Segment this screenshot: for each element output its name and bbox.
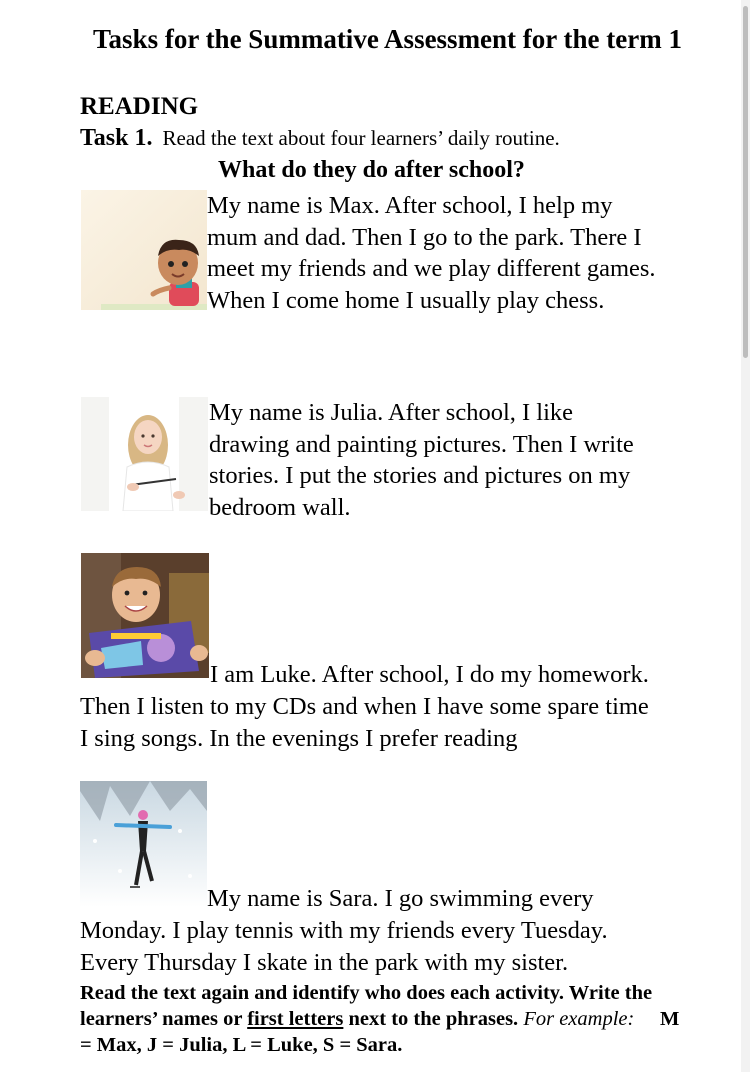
instruction-italic: For example: bbox=[523, 1008, 635, 1030]
page-title: Tasks for the Summative Assessment for the term 1 bbox=[93, 24, 682, 54]
julia-photo bbox=[81, 397, 208, 511]
task-text: Read the text about four learners’ daily routine. bbox=[162, 126, 560, 150]
julia-paragraph: My name is Julia. After school, I like drawing and painting pictures. Then I write stories. I put the stories and pictures on my bedroom wall. bbox=[209, 399, 634, 521]
sara-first-line: My name is Sara. I go swimming every bbox=[207, 885, 594, 912]
reading-question: What do they do after school? bbox=[218, 157, 525, 183]
instruction-part2: next to the phrases. bbox=[343, 1008, 519, 1030]
scrollbar-thumb[interactable] bbox=[743, 6, 748, 358]
luke-paragraph: Then I listen to my CDs and when I have some spare time I sing songs. In the evenings I prefer reading bbox=[80, 693, 649, 752]
instruction-part1: Read the text again and identify who does each activity. Write the learners’ names or bbox=[80, 982, 653, 1030]
sara-paragraph: Monday. I play tennis with my friends every Tuesday. Every Thursday I skate in the park with my sister. bbox=[80, 917, 608, 976]
instruction-example: M = Max, J = Julia, L = Luke, S = Sara. bbox=[80, 1008, 680, 1056]
instruction-underlined: first letters bbox=[247, 1008, 344, 1030]
section-heading: READING bbox=[80, 93, 199, 120]
task-label: Task 1. bbox=[80, 125, 153, 151]
sara-photo bbox=[80, 781, 207, 907]
scrollbar[interactable] bbox=[741, 0, 750, 1072]
task-line bbox=[80, 125, 560, 152]
luke-photo bbox=[81, 553, 209, 678]
max-cartoon-image bbox=[81, 190, 207, 310]
luke-first-line: I am Luke. After school, I do my homework. bbox=[210, 661, 649, 688]
instruction-paragraph bbox=[80, 980, 690, 1058]
max-paragraph: My name is Max. After school, I help my mum and dad. Then I go to the park. There I meet my friends and we play different games. When I come home I usually play chess. bbox=[207, 192, 656, 314]
